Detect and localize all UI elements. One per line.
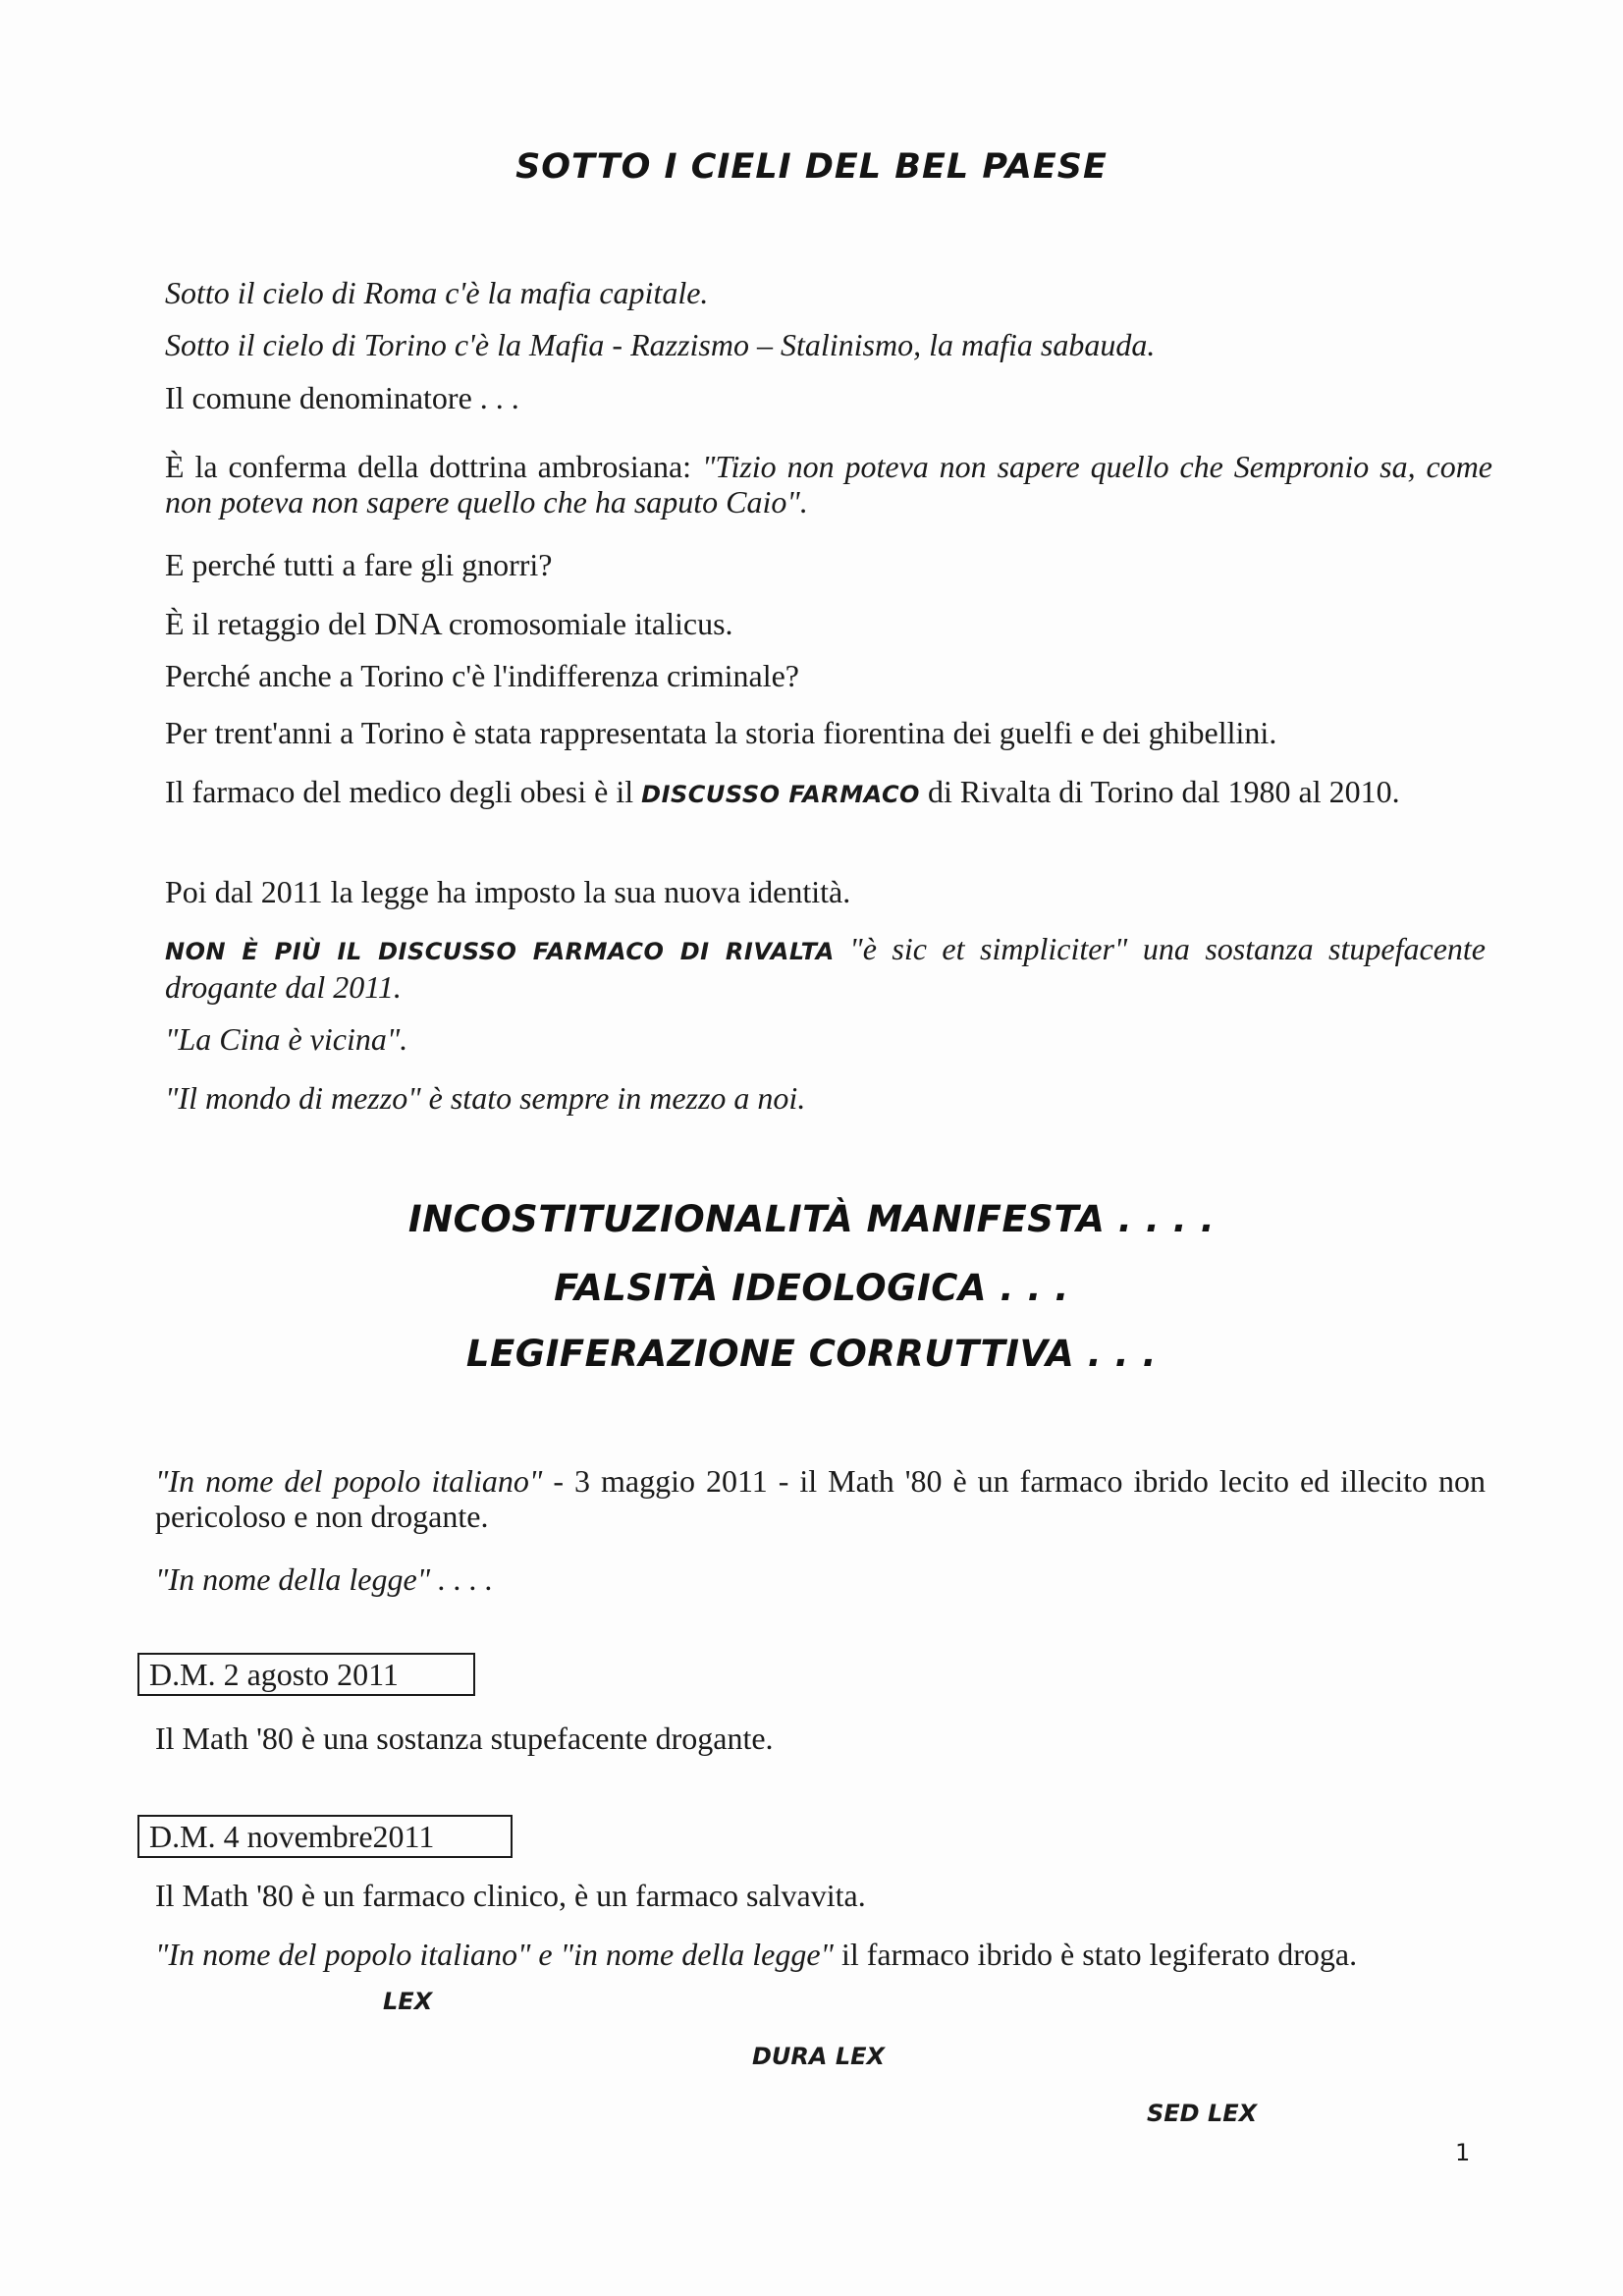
rivalta-rest: "è sic et simpliciter" una sostanza stupefacente drogante dal 2011. — [165, 931, 1486, 1005]
paragraph-popolo — [155, 1463, 1486, 1534]
heading-falsita: FALSITÀ IDEOLOGICA . . . — [554, 1267, 1069, 1309]
sed-lex-label: SED LEX — [1147, 2100, 1258, 2127]
line-torino: Sotto il cielo di Torino c'è la Mafia - Razzismo – Stalinismo, la mafia sabauda. — [165, 327, 1156, 362]
legiferato-quote: "In nome del popolo italiano" e "in nome della legge" — [155, 1937, 834, 1972]
popolo-rest: - 3 maggio 2011 - il Math '80 è un farmaco ibrido lecito ed illecito non pericoloso e non drogante. — [155, 1463, 1487, 1534]
dm-agosto-box: D.M. 2 agosto 2011 — [137, 1653, 475, 1696]
page-number: 1 — [1455, 2139, 1471, 2166]
discusso-farmaco-label: DISCUSSO FARMACO — [641, 781, 920, 808]
line-cina: "La Cina è vicina". — [165, 1021, 408, 1057]
line-retaggio: È il retaggio del DNA cromosomiale italicus. — [165, 606, 733, 641]
line-stupefacente: Il Math '80 è una sostanza stupefacente drogante. — [155, 1721, 774, 1756]
dura-lex-label: DURA LEX — [752, 2043, 886, 2070]
lex-label: LEX — [383, 1988, 433, 2015]
rivalta-emphasis: NON È PIÙ IL DISCUSSO FARMACO DI RIVALTA — [165, 938, 835, 965]
line-salvavita: Il Math '80 è un farmaco clinico, è un farmaco salvavita. — [155, 1878, 866, 1913]
farmaco-intro: Il farmaco del medico degli obesi è il — [165, 774, 642, 809]
line-mondo: "Il mondo di mezzo" è stato sempre in mezzo a noi. — [165, 1080, 806, 1116]
paragraph-dottrina — [165, 449, 1492, 519]
line-indifferenza: Perché anche a Torino c'è l'indifferenza criminale? — [165, 658, 799, 693]
heading-incostituzionalita: INCOSTITUZIONALITÀ MANIFESTA . . . . — [407, 1198, 1216, 1240]
line-identita: Poi dal 2011 la legge ha imposto la sua nuova identità. — [165, 874, 851, 909]
farmaco-rest: di Rivalta di Torino dal 1980 al 2010. — [919, 774, 1400, 809]
dm-novembre-box: D.M. 4 novembre2011 — [137, 1815, 513, 1858]
paragraph-farmaco — [165, 774, 1486, 812]
line-roma: Sotto il cielo di Roma c'è la mafia capitale. — [165, 275, 709, 310]
paragraph-rivalta — [165, 931, 1486, 1005]
line-denominatore: Il comune denominatore . . . — [165, 380, 519, 415]
legiferato-rest: il farmaco ibrido è stato legiferato droga. — [833, 1937, 1358, 1972]
dottrina-quote: "Tizio non poteva non sapere quello che Sempronio sa, come non poteva non sapere quello che ha saputo Caio". — [165, 449, 1493, 519]
line-nome-legge: "In nome della legge" . . . . — [155, 1561, 494, 1597]
heading-legiferazione: LEGIFERAZIONE CORRUTTIVA . . . — [465, 1333, 1158, 1375]
line-guelfi: Per trent'anni a Torino è stata rappresentata la storia fiorentina dei guelfi e dei ghibellini. — [165, 715, 1277, 750]
paragraph-legiferato — [155, 1937, 1495, 1972]
document-title: SOTTO I CIELI DEL BEL PAESE — [515, 147, 1108, 187]
popolo-quote: "In nome del popolo italiano" — [155, 1463, 543, 1499]
line-gnorri: E perché tutti a fare gli gnorri? — [165, 547, 553, 582]
dottrina-intro: È la conferma della dottrina ambrosiana: — [165, 449, 702, 484]
